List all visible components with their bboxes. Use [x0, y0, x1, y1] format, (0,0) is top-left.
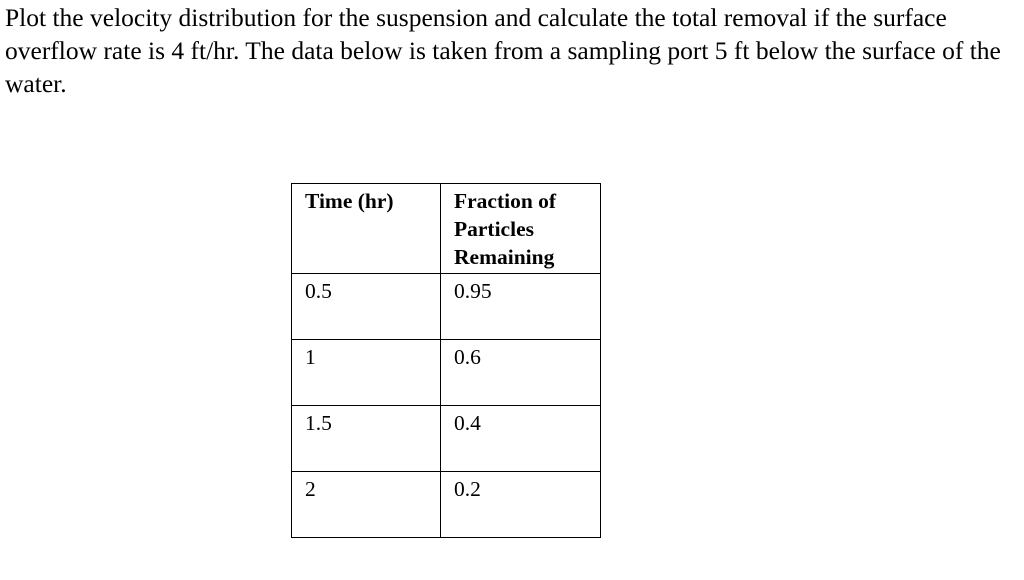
fraction-column-header: Fraction of Particles Remaining	[441, 184, 601, 274]
table-row	[292, 340, 601, 406]
table-header-row	[292, 184, 601, 274]
time-cell: 2	[292, 472, 441, 538]
fraction-cell: 0.2	[441, 472, 601, 538]
table-row	[292, 472, 601, 538]
time-cell: 1.5	[292, 406, 441, 472]
fraction-cell: 0.95	[441, 274, 601, 340]
table-row	[292, 274, 601, 340]
time-column-header: Time (hr)	[292, 184, 441, 274]
problem-statement: Plot the velocity distribution for the suspension and calculate the total removal if the surface overflow rate is 4 ft/hr. The data below is taken from a sampling port 5 ft below the surface of the water.	[5, 3, 1001, 98]
fraction-cell: 0.4	[441, 406, 601, 472]
data-table	[291, 183, 601, 538]
time-cell: 1	[292, 340, 441, 406]
fraction-cell: 0.6	[441, 340, 601, 406]
table-row	[292, 406, 601, 472]
time-cell: 0.5	[292, 274, 441, 340]
